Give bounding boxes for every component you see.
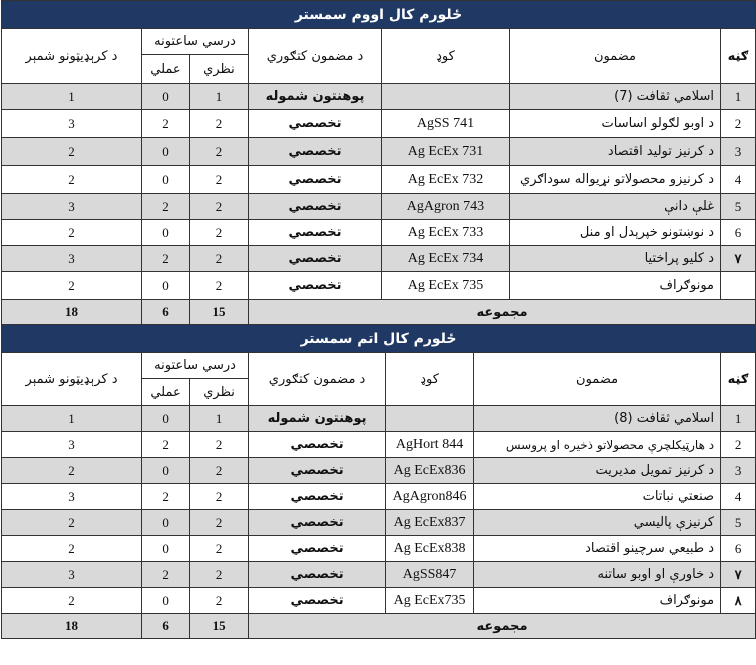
credits-cell: 2 <box>2 166 142 194</box>
table-row <box>2 272 756 300</box>
total-practical: 6 <box>142 300 190 325</box>
theory-cell: 2 <box>190 510 249 536</box>
table-row <box>2 562 756 588</box>
subject-header: مضمون <box>510 29 721 84</box>
credits-cell: 2 <box>2 220 142 246</box>
total-row <box>2 300 756 325</box>
practical-cell: 0 <box>142 406 190 432</box>
row-number: 1 <box>721 84 756 110</box>
code-header: کوډ <box>386 353 474 406</box>
theory-cell: 2 <box>190 166 249 194</box>
code-cell: Ag EcEx838 <box>386 536 474 562</box>
category-cell: تخصصي <box>249 588 386 614</box>
number-header-icon: ګڼه <box>721 29 756 84</box>
practical-cell: 2 <box>142 110 190 138</box>
code-cell: AgSS847 <box>386 562 474 588</box>
code-cell <box>386 406 474 432</box>
semester-7-table <box>1 0 756 325</box>
table-row <box>2 84 756 110</box>
row-number <box>721 272 756 300</box>
total-theory: 15 <box>190 614 249 639</box>
credits-cell: 3 <box>2 110 142 138</box>
row-number: ۷ <box>721 246 756 272</box>
code-cell: Ag EcEx735 <box>386 588 474 614</box>
row-number: 1 <box>721 406 756 432</box>
total-label: مجموعه <box>249 300 756 325</box>
credits-header: د کرېډیټونو شمېر <box>2 29 142 84</box>
code-cell: AgSS 741 <box>382 110 510 138</box>
semester-title: ځلورم کال اتم سمستر <box>2 325 756 353</box>
credits-cell: 1 <box>2 406 142 432</box>
subject-cell: د اوبو لګولو اساسات <box>510 110 721 138</box>
theory-header: نظري <box>190 55 249 84</box>
subject-cell: د کرنیز تولید اقتصاد <box>510 138 721 166</box>
theory-cell: 2 <box>190 536 249 562</box>
total-theory: 15 <box>190 300 249 325</box>
category-cell: تخصصي <box>249 166 382 194</box>
row-number: 3 <box>721 458 756 484</box>
code-cell: Ag EcEx837 <box>386 510 474 536</box>
table-row <box>2 194 756 220</box>
subject-header: مضمون <box>474 353 721 406</box>
practical-cell: 2 <box>142 562 190 588</box>
table-row <box>2 432 756 458</box>
subject-cell: د هارټیکلچرې محصولاتو ذخیره او پروسس <box>474 432 721 458</box>
table-row <box>2 484 756 510</box>
theory-cell: 2 <box>190 272 249 300</box>
row-number: 4 <box>721 166 756 194</box>
table-row <box>2 166 756 194</box>
theory-cell: 2 <box>190 588 249 614</box>
hours-header: درسي ساعتونه <box>142 29 249 55</box>
theory-cell: 2 <box>190 562 249 588</box>
subject-cell: غلې دانې <box>510 194 721 220</box>
code-cell: Ag EcEx 735 <box>382 272 510 300</box>
category-cell: تخصصي <box>249 246 382 272</box>
theory-cell: 2 <box>190 194 249 220</box>
row-number: 2 <box>721 432 756 458</box>
subject-cell: د کلیو پراختیا <box>510 246 721 272</box>
credits-cell: 3 <box>2 562 142 588</box>
curriculum-page <box>1 0 755 639</box>
code-cell: AgAgron 743 <box>382 194 510 220</box>
total-label: مجموعه <box>249 614 756 639</box>
total-practical: 6 <box>142 614 190 639</box>
subject-cell: کرنیزې پالیسي <box>474 510 721 536</box>
practical-cell: 0 <box>142 166 190 194</box>
hours-header: درسي ساعتونه <box>142 353 249 379</box>
category-cell: تخصصي <box>249 110 382 138</box>
subject-cell: د خاورې او اوبو ساتنه <box>474 562 721 588</box>
theory-cell: 2 <box>190 484 249 510</box>
category-cell: تخصصي <box>249 272 382 300</box>
category-cell: تخصصي <box>249 458 386 484</box>
code-cell: AgHort 844 <box>386 432 474 458</box>
subject-cell: د طبیعي سرچینو اقتصاد <box>474 536 721 562</box>
code-cell: Ag EcEx 732 <box>382 166 510 194</box>
row-number: ۸ <box>721 588 756 614</box>
row-number: 6 <box>721 536 756 562</box>
table-row <box>2 110 756 138</box>
category-cell: تخصصي <box>249 484 386 510</box>
practical-cell: 0 <box>142 138 190 166</box>
row-number: 6 <box>721 220 756 246</box>
table-row <box>2 510 756 536</box>
credits-cell: 2 <box>2 510 142 536</box>
semester-title: ځلورم کال اووم سمستر <box>2 1 756 29</box>
theory-cell: 1 <box>190 406 249 432</box>
category-header: د مضمون کتګوري <box>249 29 382 84</box>
category-cell: تخصصي <box>249 194 382 220</box>
practical-header: عملي <box>142 55 190 84</box>
table-row <box>2 536 756 562</box>
theory-cell: 2 <box>190 138 249 166</box>
semester-8-table <box>1 324 756 639</box>
theory-cell: 2 <box>190 246 249 272</box>
category-cell: تخصصي <box>249 510 386 536</box>
subject-cell: د کرنیز تمویل مدیریت <box>474 458 721 484</box>
theory-cell: 2 <box>190 220 249 246</box>
practical-cell: 0 <box>142 536 190 562</box>
subject-cell: مونوګراف <box>510 272 721 300</box>
subject-cell: مونوګراف <box>474 588 721 614</box>
subject-cell: صنعتي نباتات <box>474 484 721 510</box>
credits-cell: 2 <box>2 272 142 300</box>
credits-header: د کرېډیټونو شمېر <box>2 353 142 406</box>
credits-cell: 3 <box>2 432 142 458</box>
subject-cell: اسلامي ثقافت (7) <box>510 84 721 110</box>
practical-cell: 0 <box>142 220 190 246</box>
practical-cell: 0 <box>142 272 190 300</box>
row-number: 3 <box>721 138 756 166</box>
theory-header: نظري <box>190 379 249 406</box>
row-number: 4 <box>721 484 756 510</box>
total-row <box>2 614 756 639</box>
table-row <box>2 220 756 246</box>
code-cell: Ag EcEx 734 <box>382 246 510 272</box>
credits-cell: 2 <box>2 588 142 614</box>
category-cell: پوهنتون شموله <box>249 406 386 432</box>
practical-cell: 2 <box>142 484 190 510</box>
row-number: 5 <box>721 510 756 536</box>
table-row <box>2 246 756 272</box>
theory-cell: 1 <box>190 84 249 110</box>
practical-cell: 0 <box>142 84 190 110</box>
number-header-icon: ګڼه <box>721 353 756 406</box>
category-header: د مضمون کتګوري <box>249 353 386 406</box>
category-cell: تخصصي <box>249 432 386 458</box>
code-header: کوډ <box>382 29 510 84</box>
practical-header: عملي <box>142 379 190 406</box>
total-credits: 18 <box>2 614 142 639</box>
table-row <box>2 588 756 614</box>
code-cell: AgAgron846 <box>386 484 474 510</box>
code-cell: Ag EcEx 733 <box>382 220 510 246</box>
credits-cell: 2 <box>2 138 142 166</box>
theory-cell: 2 <box>190 110 249 138</box>
row-number: 2 <box>721 110 756 138</box>
code-cell <box>382 84 510 110</box>
practical-cell: 2 <box>142 432 190 458</box>
table-row <box>2 406 756 432</box>
code-cell: Ag EcEx836 <box>386 458 474 484</box>
row-number: ۷ <box>721 562 756 588</box>
category-cell: تخصصي <box>249 220 382 246</box>
practical-cell: 0 <box>142 458 190 484</box>
subject-cell: اسلامي ثقافت (8) <box>474 406 721 432</box>
subject-cell: د نوښتونو خپرېدل او منل <box>510 220 721 246</box>
practical-cell: 0 <box>142 588 190 614</box>
credits-cell: 3 <box>2 194 142 220</box>
practical-cell: 0 <box>142 510 190 536</box>
credits-cell: 2 <box>2 536 142 562</box>
practical-cell: 2 <box>142 246 190 272</box>
theory-cell: 2 <box>190 458 249 484</box>
category-cell: تخصصي <box>249 138 382 166</box>
theory-cell: 2 <box>190 432 249 458</box>
category-cell: تخصصي <box>249 562 386 588</box>
subject-cell: د کرنیزو محصولاتو نړیواله سوداګري <box>510 166 721 194</box>
table-row <box>2 138 756 166</box>
category-cell: پوهنتون شموله <box>249 84 382 110</box>
credits-cell: 3 <box>2 246 142 272</box>
row-number: 5 <box>721 194 756 220</box>
practical-cell: 2 <box>142 194 190 220</box>
credits-cell: 2 <box>2 458 142 484</box>
credits-cell: 3 <box>2 484 142 510</box>
category-cell: تخصصي <box>249 536 386 562</box>
code-cell: Ag EcEx 731 <box>382 138 510 166</box>
total-credits: 18 <box>2 300 142 325</box>
table-row <box>2 458 756 484</box>
credits-cell: 1 <box>2 84 142 110</box>
